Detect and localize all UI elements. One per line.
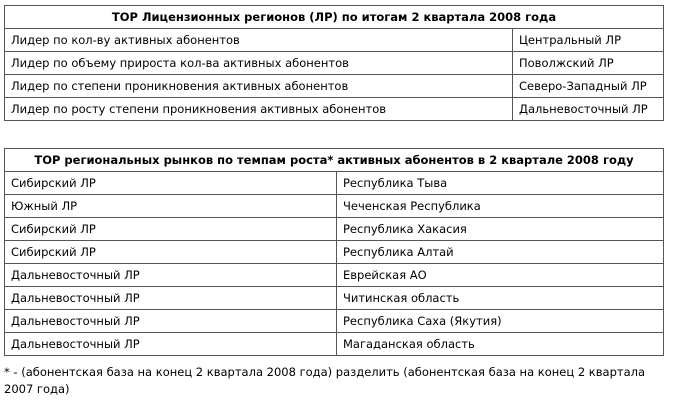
lr-cell: Дальневосточный ЛР [5,264,337,287]
market-cell: Республика Алтай [337,241,664,264]
table1-title: TOP Лицензионных регионов (ЛР) по итогам 2 квартала 2008 года [5,6,664,29]
table-row [5,264,664,287]
region-cell: Северо-Западный ЛР [513,75,664,98]
lr-cell: Южный ЛР [5,195,337,218]
market-cell: Читинская область [337,287,664,310]
region-cell: Дальневосточный ЛР [513,98,664,121]
table-row [5,75,664,98]
table-row [5,241,664,264]
lr-cell: Дальневосточный ЛР [5,333,337,356]
market-cell: Еврейская АО [337,264,664,287]
table2-title: TOP региональных рынков по темпам роста* активных абонентов в 2 квартале 2008 году [5,149,664,172]
table-row [5,172,664,195]
lr-cell: Дальневосточный ЛР [5,310,337,333]
region-cell: Центральный ЛР [513,29,664,52]
table-row [5,29,664,52]
market-cell: Республика Саха (Якутия) [337,310,664,333]
footnote: * - (абонентская база на конец 2 квартала 2008 года) разделить (абонентская база на конец 2 квартала 2007 года) [4,365,646,396]
market-cell: Магаданская область [337,333,664,356]
table-row [5,333,664,356]
criterion-cell: Лидер по объему прироста кол-ва активных абонентов [5,52,513,75]
region-cell: Поволжский ЛР [513,52,664,75]
lr-cell: Сибирский ЛР [5,218,337,241]
table-row [5,218,664,241]
table-row [5,98,664,121]
market-cell: Республика Тыва [337,172,664,195]
criterion-cell: Лидер по кол-ву активных абонентов [5,29,513,52]
market-cell: Чеченская Республика [337,195,664,218]
top-regional-markets-table [4,148,664,356]
lr-cell: Сибирский ЛР [5,172,337,195]
market-cell: Республика Хакасия [337,218,664,241]
criterion-cell: Лидер по росту степени проникновения активных абонентов [5,98,513,121]
lr-cell: Дальневосточный ЛР [5,287,337,310]
table-row [5,310,664,333]
table-row [5,195,664,218]
table-row [5,287,664,310]
top-license-regions-table [4,5,664,121]
criterion-cell: Лидер по степени проникновения активных абонентов [5,75,513,98]
table-row [5,52,664,75]
lr-cell: Сибирский ЛР [5,241,337,264]
